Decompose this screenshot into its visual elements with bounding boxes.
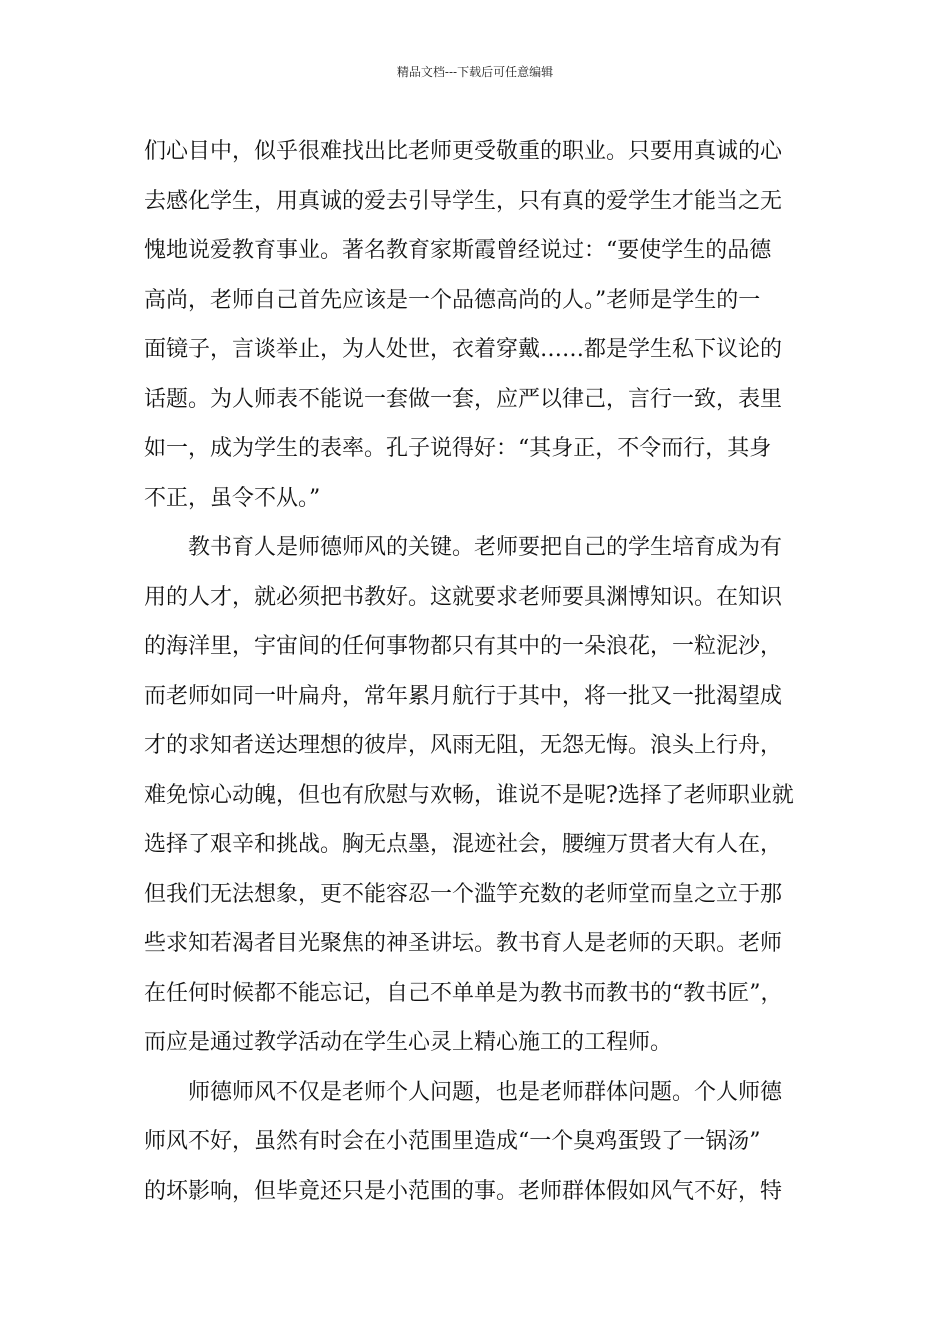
text-line: 教书育人是师德师风的关键。老师要把自己的学生培育成为有	[188, 535, 783, 560]
page-header: 精品文档---下载后可任意编辑	[396, 65, 554, 79]
text-line: 些求知若渴者目光聚焦的神圣讲坛。教书育人是老师的天职。老师	[144, 931, 783, 956]
paragraph	[144, 528, 816, 1073]
text-line: 难免惊心动魄，但也有欣慰与欢畅，谁说不是呢?选择了老师职业就	[144, 782, 794, 808]
text-line: 愧地说爱教育事业。著名教育家斯霞曾经说过：“要使学生的品德	[144, 238, 772, 263]
text-line: 但我们无法想象，更不能容忍一个滥竽充数的老师堂而皇之立于那	[144, 881, 783, 907]
text-line: 不正，虽令不从。”	[144, 485, 321, 511]
text-line: 师风不好，虽然有时会在小范围里造成“一个臭鸡蛋毁了一锅汤”	[144, 1129, 761, 1154]
text-line: 用的人才，就必须把书教好。这就要求老师要具渊博知识。在知识	[144, 584, 783, 610]
paragraph	[144, 132, 816, 528]
text-line: 去感化学生，用真诚的爱去引导学生，只有真的爱学生才能当之无	[144, 188, 783, 214]
text-line: 高尚，老师自己首先应该是一个品德高尚的人。”老师是学生的一	[144, 287, 761, 313]
paragraph	[144, 1073, 816, 1222]
text-line: 如一，成为学生的表率。孔子说得好：“其身正，不令而行，其身	[144, 436, 772, 461]
body-text	[144, 132, 816, 1221]
text-line: 的坏影响，但毕竟还只是小范围的事。老师群体假如风气不好，特	[144, 1178, 783, 1204]
text-line: 的海洋里，宇宙间的任何事物都只有其中的一朵浪花，一粒泥沙，	[144, 634, 783, 659]
text-line: 选择了艰辛和挑战。胸无点墨，混迹社会，腰缠万贯者大有人在，	[144, 832, 783, 857]
text-line: 才的求知者送达理想的彼岸，风雨无阻，无怨无悔。浪头上行舟，	[144, 733, 783, 758]
text-line: 而老师如同一叶扁舟，常年累月航行于其中，将一批又一批渴望成	[144, 683, 783, 709]
text-line: 在任何时候都不能忘记，自己不单单是为教书而教书的“教书匠”，	[144, 980, 783, 1006]
text-line: 而应是通过教学活动在学生心灵上精心施工的工程师。	[144, 1030, 673, 1055]
text-line: 们心目中，似乎很难找出比老师更受敬重的职业。只要用真诚的心	[144, 139, 783, 164]
text-line: 面镜子，言谈举止，为人处世，衣着穿戴……都是学生私下议论的	[144, 337, 783, 362]
text-line: 话题。为人师表不能说一套做一套，应严以律己，言行一致，表里	[144, 386, 783, 412]
text-line: 师德师风不仅是老师个人问题，也是老师群体问题。个人师德	[188, 1079, 783, 1105]
